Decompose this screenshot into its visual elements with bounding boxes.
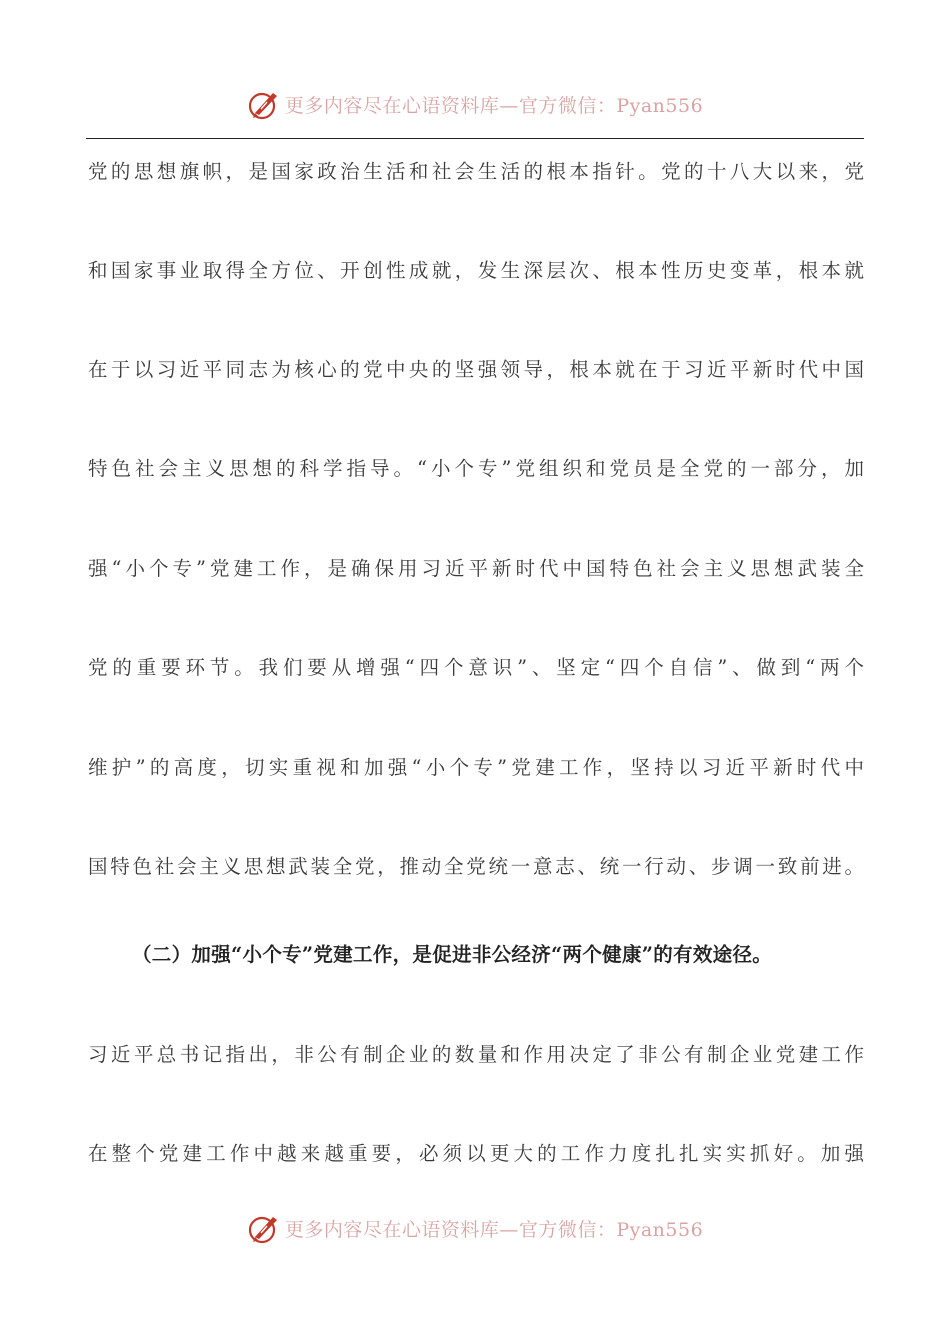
footer-banner-inner (247, 1211, 703, 1245)
section-heading: （二）加强“小个专”党建工作，是促进非公经济“两个健康”的有效途径。 (132, 943, 773, 966)
body-line-1: 党的思想旗帜，是国家政治生活和社会生活的根本指针。党的十八大以来，党 (88, 160, 864, 183)
body-line-10: 在整个党建工作中越来越重要，必须以更大的工作力度扎扎实实抓好。加强 (88, 1142, 864, 1165)
body-line-6: 党的重要环节。我们要从增强“四个意识”、坚定“四个自信”、做到“两个 (88, 656, 864, 679)
body-line-9: 习近平总书记指出，非公有制企业的数量和作用决定了非公有制企业党建工作 (88, 1043, 864, 1066)
body-line-3: 在于以习近平同志为核心的党中央的坚强领导，根本就在于习近平新时代中国 (88, 358, 864, 381)
footer-banner-text: 更多内容尽在心语资料库—官方微信：Pyan556 (284, 1218, 704, 1241)
body-line-7: 维护”的高度，切实重视和加强“小个专”党建工作，坚持以习近平新时代中 (88, 756, 864, 779)
footer-banner (0, 1208, 950, 1248)
body-line-2: 和国家事业取得全方位、开创性成就，发生深层次、根本性历史变革，根本就 (88, 259, 864, 282)
body-line-5: 强“小个专”党建工作，是确保用习近平新时代中国特色社会主义思想武装全 (88, 557, 864, 580)
header-banner-text: 更多内容尽在心语资料库—官方微信：Pyan556 (284, 94, 704, 117)
body-line-8: 国特色社会主义思想武装全党，推动全党统一意志、统一行动、步调一致前进。 (88, 855, 864, 878)
body-line-4: 特色社会主义思想的科学指导。“小个专”党组织和党员是全党的一部分，加 (88, 457, 864, 480)
pen-logo-icon (247, 1211, 281, 1245)
